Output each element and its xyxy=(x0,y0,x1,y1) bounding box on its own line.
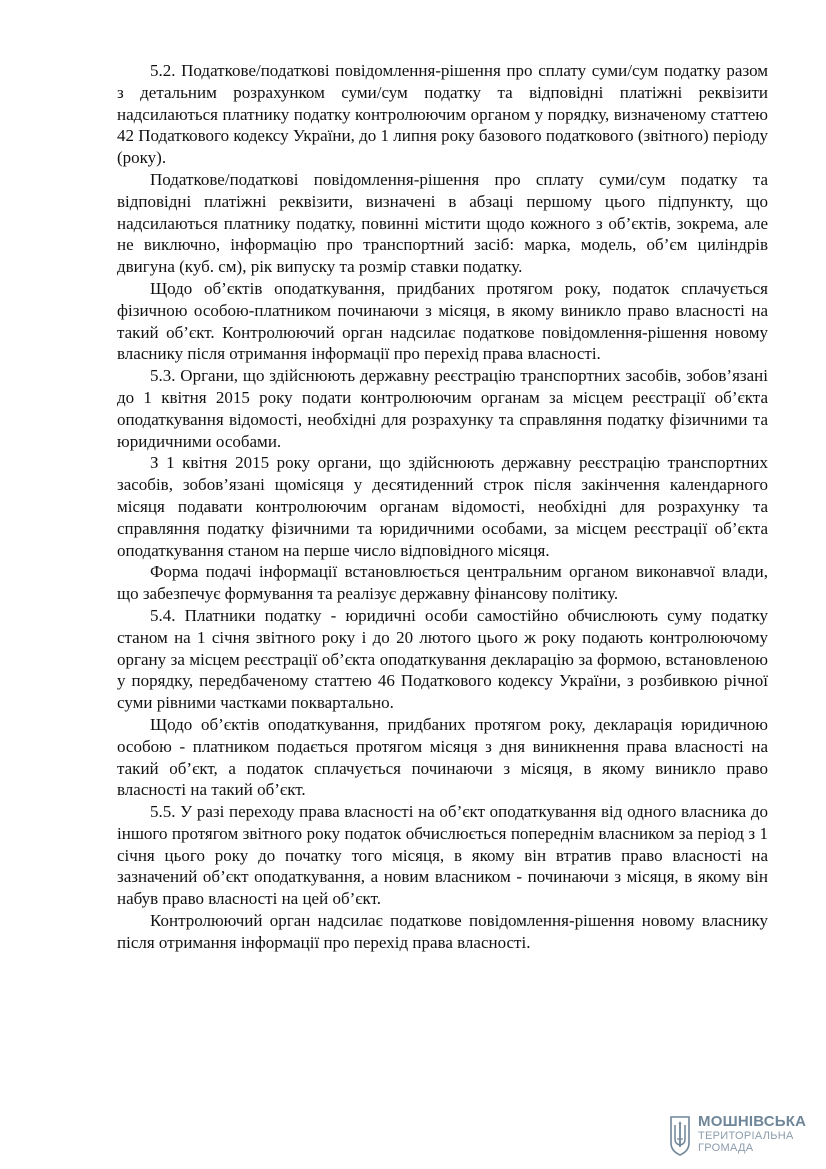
paragraph-5-2-notice-contents: Податкове/податкові повідомлення-рішення про сплату суми/сум податку та відповідні платіжні реквізити, визначені в абзаці першому цього підпункту, що надсилаються платнику податку, повинні містити щодо кожного з об’єктів, зокрема, але не виключно, інформацію про транспортний засіб: марка, модель, об’єм циліндрів двигуна (куб. см), рік випуску та розмір ставки податку. xyxy=(117,169,768,277)
paragraph-5-5: 5.5. У разі переходу права власності на об’єкт оподаткування від одного власника до іншого протягом звітного року податок обчислюється попереднім власником за період з 1 січня цього року до початку того місяця, в якому він втратив право власності на зазначений об’єкт оподаткування, а новим власником - починаючи з місяця, в якому він набув право власності на цей об’єкт. xyxy=(117,802,768,909)
logo-name: МОШНІВСЬКА xyxy=(698,1113,807,1130)
document-body xyxy=(117,60,768,954)
logo-line-2: ТЕРИТОРІАЛЬНА xyxy=(698,1130,794,1142)
community-logo xyxy=(668,1113,808,1161)
paragraph-5-3-form: Форма подачі інформації встановлюється центральним органом виконавчої влади, що забезпечує формування та реалізує державну фінансову політику. xyxy=(117,562,768,604)
trident-icon xyxy=(668,1113,692,1157)
paragraph-5-4-acquired-objects: Щодо об’єктів оподаткування, придбаних протягом року, декларація юридичною особою - платником подається протягом місяця з дня виникнення права власності на такий об’єкт, а податок сплачується починаючи з місяця, в якому виникло право власності на такий об’єкт. xyxy=(117,714,768,800)
paragraph-5-3: 5.3. Органи, що здійснюють державну реєстрацію транспортних засобів, зобов’язані до 1 квітня 2015 року подати контролюючим органам за місцем реєстрації об’єкта оподаткування відомості, необхідні для розрахунку та справляння податку фізичними та юридичними особами. xyxy=(117,366,768,451)
paragraph-5-5-notice: Контролюючий орган надсилає податкове повідомлення-рішення новому власнику після отримання інформації про перехід права власності. xyxy=(117,911,768,952)
paragraph-5-2: 5.2. Податкове/податкові повідомлення-рішення про сплату суми/сум податку разом з детальним розрахунком суми/сум податку та відповідні платіжні реквізити надсилаються платнику податку контролюючим органом у порядку, визначеному статтею 42 Податкового кодексу України, до 1 липня року базового податкового (звітного) періоду (року). xyxy=(117,61,768,168)
paragraph-5-4: 5.4. Платники податку - юридичні особи самостійно обчислюють суму податку станом на 1 січня звітного року і до 20 лютого цього ж року подають контролюючому органу за місцем реєстрації об’єкта оподаткування декларацію за формою, встановленою у порядку, передбаченому статтею 46 Податкового кодексу України, з розбивкою річної суми рівними частками поквартально. xyxy=(117,605,768,713)
paragraph-5-2-acquired-objects: Щодо об’єктів оподаткування, придбаних протягом року, податок сплачується фізичною особою-платником починаючи з місяця, в якому виникло право власності на такий об’єкт. Контролюючий орган надсилає податкове повідомлення-рішення новому власнику після отримання інформації про перехід права власності. xyxy=(117,278,768,364)
logo-line-3: ГРОМАДА xyxy=(698,1142,754,1154)
paragraph-5-3-monthly: З 1 квітня 2015 року органи, що здійснюють державну реєстрацію транспортних засобів, зобов’язані щомісяця у десятиденний строк після закінчення календарного місяця подавати контролюючим органам відомості, необхідні для розрахунку та справляння податку фізичними та юридичними особами, за місцем реєстрації об’єкта оподаткування станом на перше число відповідного місяця. xyxy=(117,453,768,560)
